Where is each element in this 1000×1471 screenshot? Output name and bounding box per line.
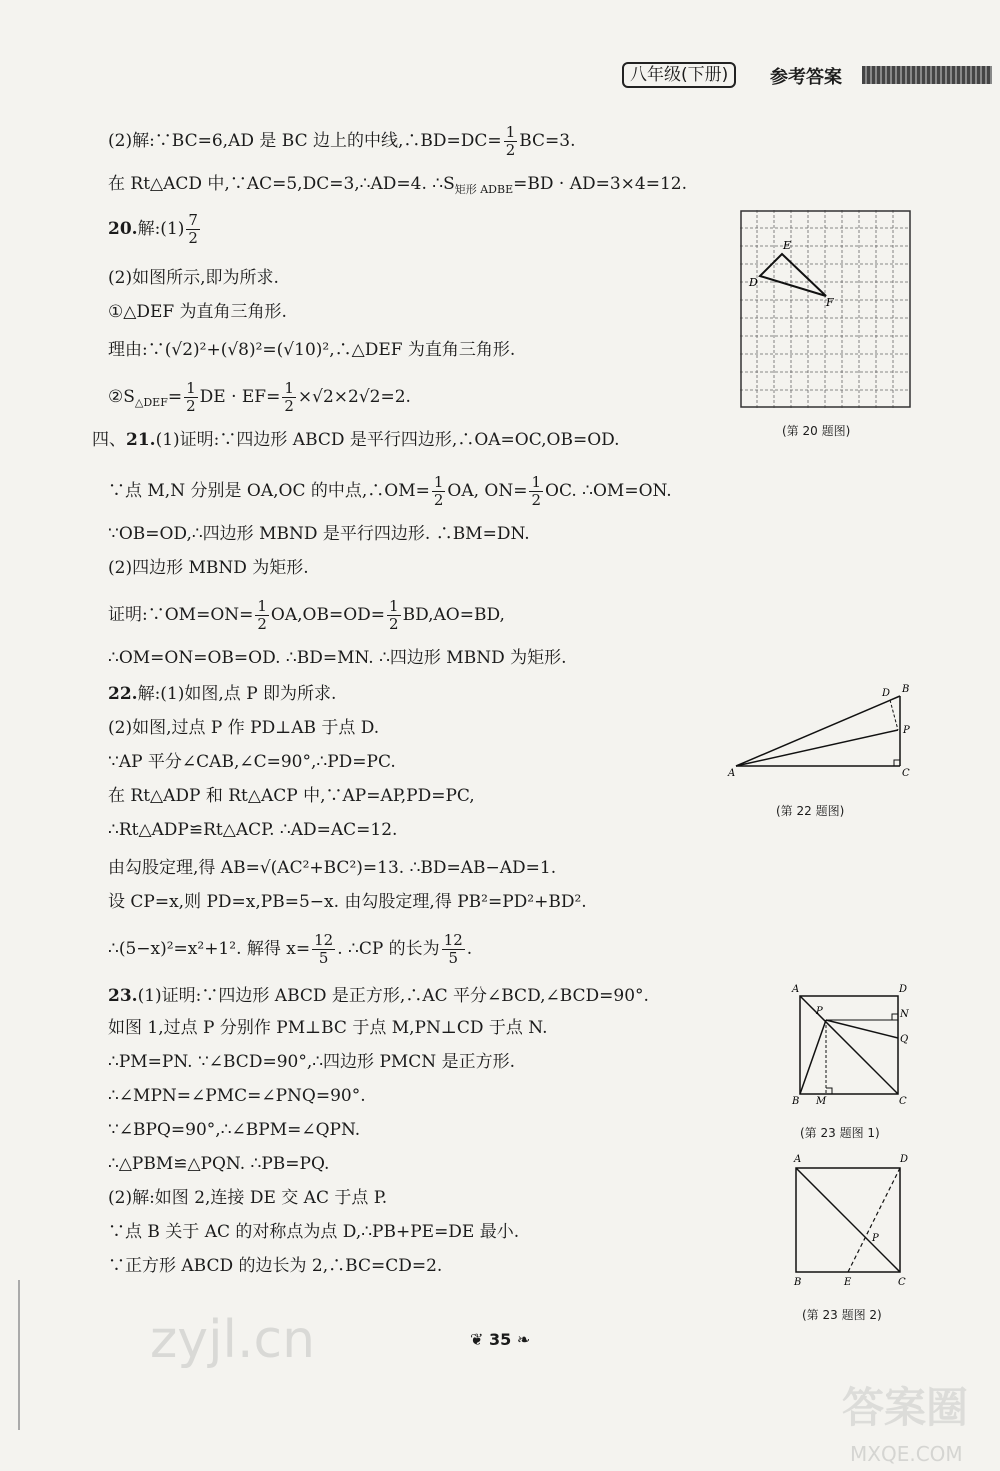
label-B: B [792,1096,800,1106]
q21-line-1: 四、21.(1)证明:∵四边形 ABCD 是平行四边形,∴OA=OC,OB=OD. [92,430,620,450]
label-A: A [728,768,736,779]
q21-line-3: ∵OB=OD,∴四边形 MBND 是平行四边形. ∴BM=DN. [108,524,530,544]
q20-line-2: (2)如图所示,即为所求. [108,268,279,288]
fig20-caption: (第 20 题图) [782,424,851,438]
q23-line-7: (2)解:如图 2,连接 DE 交 AC 于点 P. [108,1188,388,1208]
q22-line-7: 设 CP=x,则 PD=x,PB=5−x. 由勾股定理,得 PB²=PD²+BD². [108,892,587,912]
q22-line-1: 22.解:(1)如图,点 P 即为所求. [108,684,337,704]
grade-label: 八年级(下册) [622,62,736,88]
q22-line-6: 由勾股定理,得 AB=√(AC²+BC²)=13. ∴BD=AB−AD=1. [108,858,557,878]
q22-line-4: 在 Rt△ADP 和 Rt△ACP 中,∵AP=AP,PD=PC, [108,786,475,806]
label-C: C [902,768,910,779]
q23-line-9: ∵正方形 ABCD 的边长为 2,∴BC=CD=2. [108,1256,443,1276]
label-N: N [900,1009,909,1020]
label-M: M [816,1096,827,1106]
q22-line-2: (2)如图,过点 P 作 PD⊥AB 于点 D. [108,718,380,738]
label-P: P [872,1233,879,1244]
fraction: $\frac{1}{2}$ [505,123,516,159]
running-header [622,60,992,88]
leaf-icon: ❦ [470,1330,484,1349]
label-C: C [898,1277,906,1288]
label-B: B [794,1277,802,1288]
page-number: ❦ 35 ❧ [470,1330,531,1349]
q23-line-8: ∵点 B 关于 AC 的对称点为点 D,∴PB+PE=DE 最小. [108,1222,520,1242]
q19-line-2: 在 Rt△ACD 中,∵AC=5,DC=3,∴AD=4. $\therefore S_{矩形 ADBE}=BD \cdot AD=3\times 4=12$. [108,174,687,196]
watermark-mxqe: MXQE.COM [850,1442,963,1466]
label-A: A [794,1154,802,1165]
leaf-icon: ❧ [516,1330,531,1349]
header-pattern-bar [862,66,992,84]
q20-line-3: ①△DEF 为直角三角形. [108,302,287,322]
label-D: D [749,276,758,289]
q23-line-3: ∴PM=PN. ∵∠BCD=90°,∴四边形 PMCN 是正方形. [108,1052,515,1072]
label-A: A [792,984,800,995]
fig20-grid-diagram [740,210,912,410]
fraction: $\frac{7}{2}$ [188,211,198,247]
label-P: P [903,725,910,736]
label-Q: Q [900,1034,909,1045]
q20-line-1: 20.解:(1) $\frac{7}{2}$ [108,211,198,247]
watermark-logo: 答案圈 [842,1383,969,1432]
q23-line-4: ∴∠MPN=∠PMC=∠PNQ=90°. [108,1086,366,1106]
label-B: B [902,684,910,695]
label-D: D [900,1154,909,1165]
label-C: C [899,1096,907,1106]
q20-line-4: 理由:∵(√2)²+(√8)²=(√10)²,∴△DEF 为直角三角形. [108,340,516,360]
fig23-square-diagram-1 [788,980,912,1106]
q23-line-5: ∵∠BPQ=90°,∴∠BPM=∠QPN. [108,1120,361,1140]
q21-line-6: ∴OM=ON=OB=OD. ∴BD=MN. ∴四边形 MBND 为矩形. [108,648,567,668]
q22-line-8: ∴(5−x)²=x²+1². 解得 x= $\frac{12}{5}$ . ∴CP 的长为 $\frac{12}{5}$ . [108,931,473,967]
q20-line-5: $②S_{\triangle DEF}=$ $\frac{1}{2}$ DE · EF= $\frac{1}{2}$ ×√2×2√2=2. [108,379,411,415]
q23-line-6: ∴△PBM≌△PQN. ∴PB=PQ. [108,1154,330,1174]
q21-line-2: ∵点 M,N 分别是 OA,OC 的中点,∴OM= $\frac{1}{2}$ OA, ON= $\frac{1}{2}$ OC. ∴OM=ON. [108,473,672,509]
q22-line-5: ∴Rt△ADP≌Rt△ACP. ∴AD=AC=12. [108,820,398,840]
fig23-caption-2: (第 23 题图 2) [802,1308,882,1322]
q23-line-2: 如图 1,过点 P 分别作 PM⊥BC 于点 M,PN⊥CD 于点 N. [108,1018,548,1038]
label-D: D [882,688,891,699]
q19-line-1: (2)解:∵BC=6,AD 是 BC 边上的中线,∴BD=DC= $\frac{1}{2}$ BC=3. [108,123,576,159]
label-F: F [826,296,834,309]
label-E: E [844,1277,852,1288]
fig23-square-diagram-2 [788,1148,912,1288]
q21-line-5: 证明:∵OM=ON= $\frac{1}{2}$ OA,OB=OD= $\frac{1}{2}$ BD,AO=BD, [108,597,505,633]
scan-edge-mark [18,1280,20,1430]
fig22-caption: (第 22 题图) [776,804,845,818]
q22-line-3: ∵AP 平分∠CAB,∠C=90°,∴PD=PC. [108,752,396,772]
q21-line-4: (2)四边形 MBND 为矩形. [108,558,309,578]
label-E: E [783,239,792,252]
fig23-caption-1: (第 23 题图 1) [800,1126,880,1140]
answers-label: 参考答案 [770,67,842,88]
watermark-zyjl: zyjl.cn [150,1310,316,1370]
q23-line-1: 23.(1)证明:∵四边形 ABCD 是正方形,∴AC 平分∠BCD,∠BCD=90°. [108,986,649,1006]
label-P: P [816,1006,823,1017]
label-D: D [899,984,908,995]
fig22-triangle-diagram [722,680,918,780]
